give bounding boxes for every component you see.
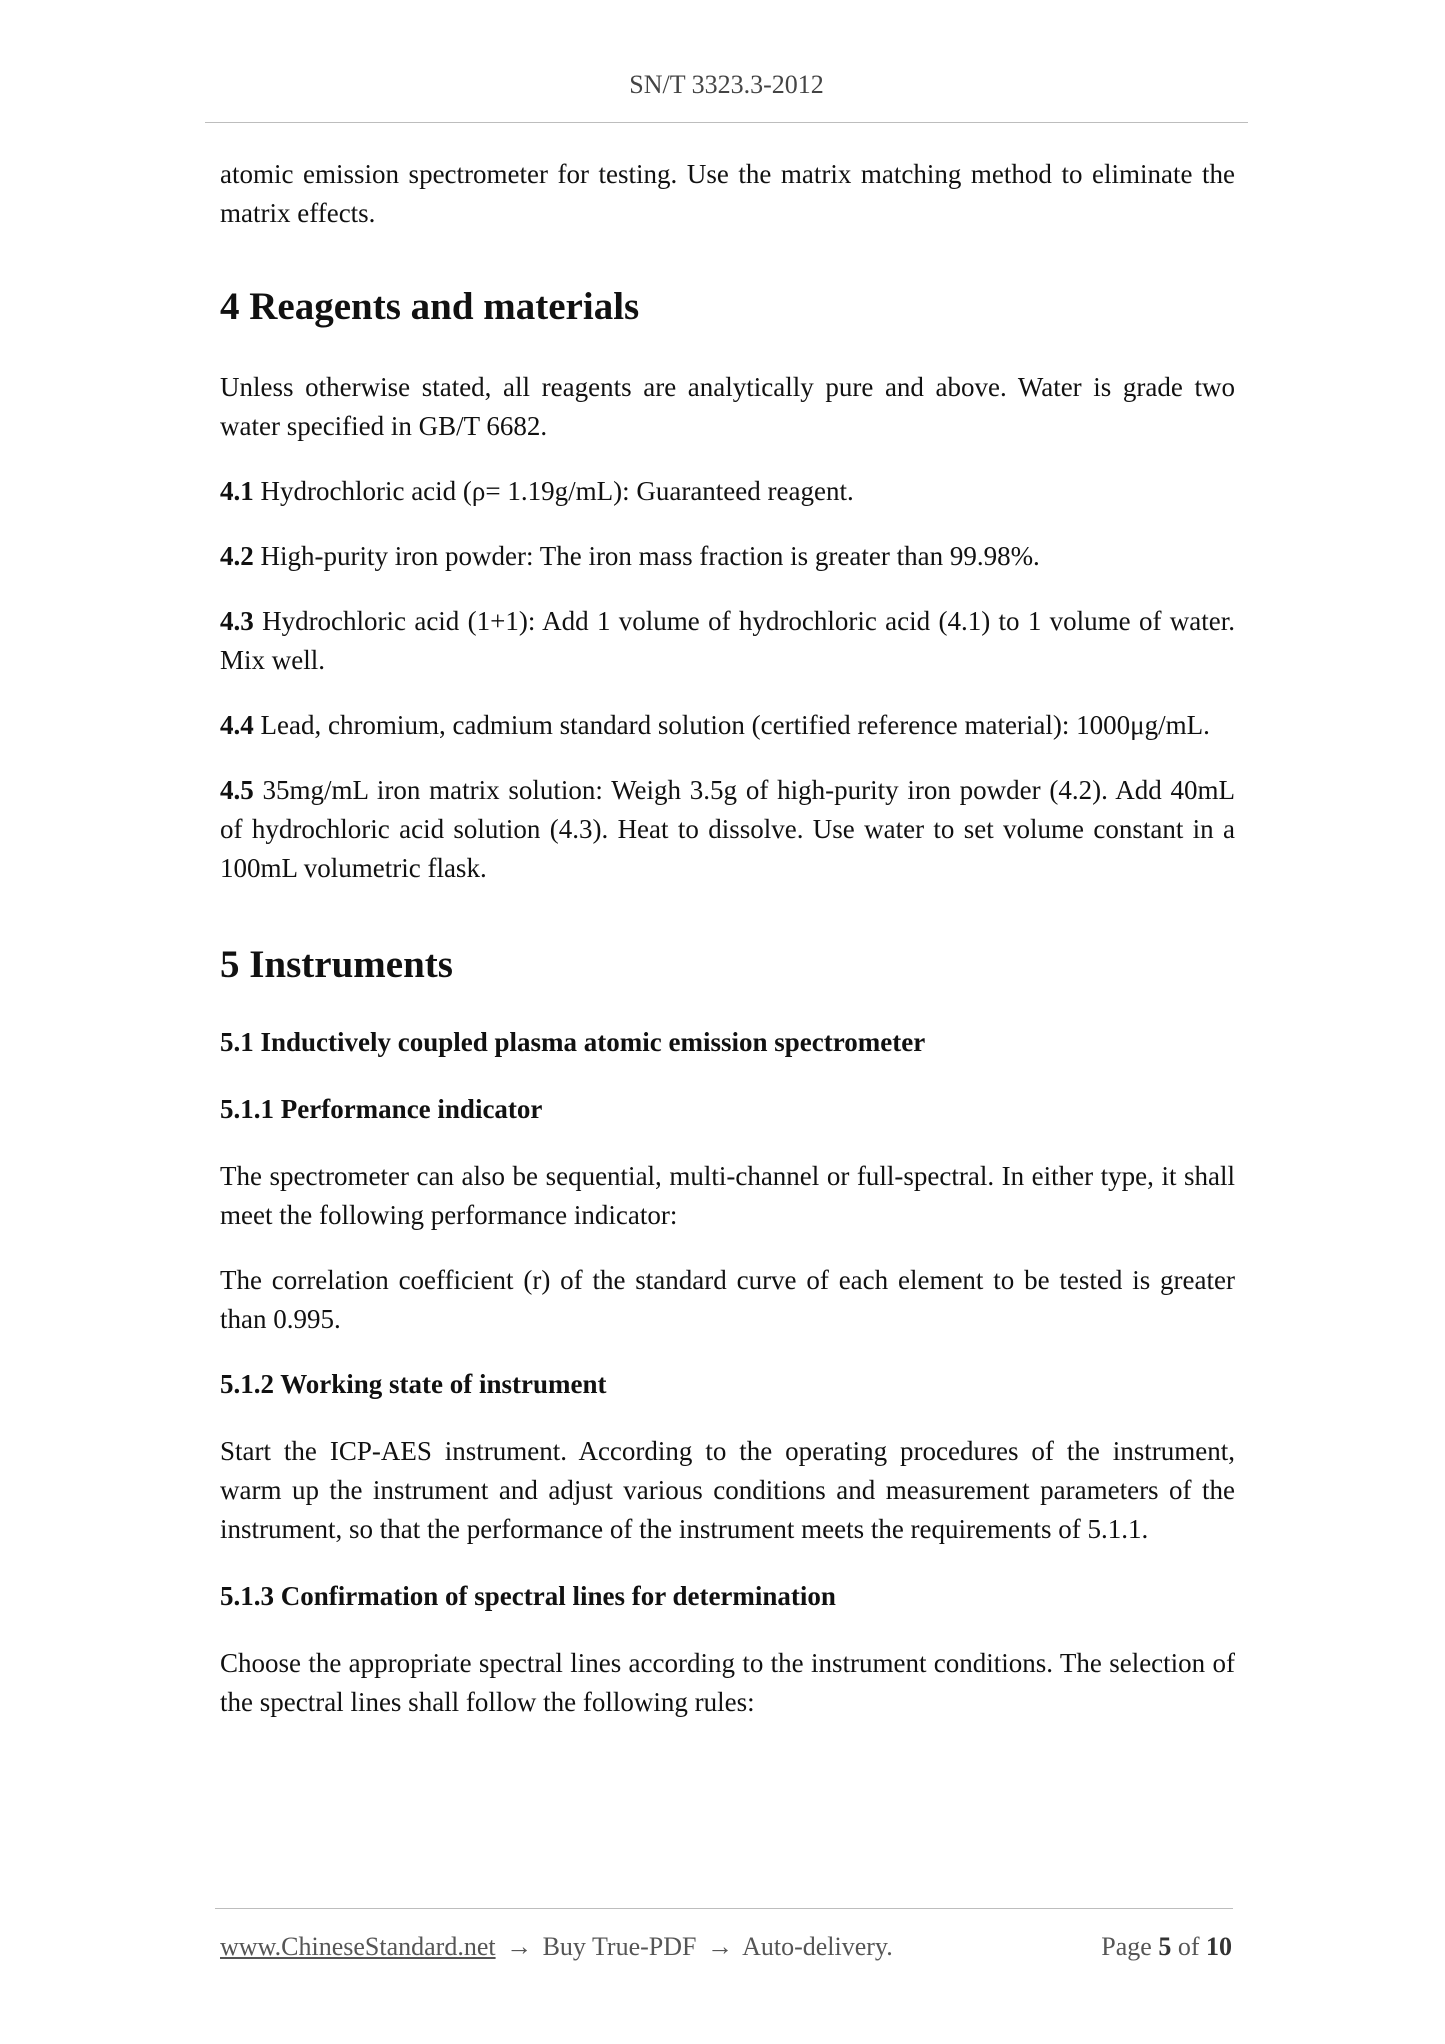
- item-number: 4.3: [220, 606, 254, 636]
- page-label: Page: [1101, 1932, 1152, 1961]
- item-text: High-purity iron powder: The iron mass fraction is greater than 99.98%.: [253, 541, 1040, 571]
- section-5-1-3-heading: 5.1.3 Confirmation of spectral lines for determination: [220, 1581, 836, 1611]
- intro-continued-paragraph: atomic emission spectrometer for testing. Use the matrix matching method to eliminate the matrix effects.: [220, 159, 1235, 228]
- page-footer: [220, 1929, 1232, 1965]
- page-header: SN/T 3323.3-2012: [629, 70, 824, 99]
- item-text: Hydrochloric acid (ρ= 1.19g/mL): Guaranteed reagent.: [253, 476, 854, 506]
- section-5-1-1-paragraph-2: The correlation coefficient (r) of the standard curve of each element to be tested is greater than 0.995.: [220, 1265, 1235, 1334]
- item-4-4: [220, 706, 1235, 745]
- item-4-1: [220, 472, 1235, 511]
- footer-divider: [215, 1908, 1233, 1909]
- item-number: 4.4: [220, 710, 254, 740]
- section-4-intro: Unless otherwise stated, all reagents are analytically pure and above. Water is grade two water specified in GB/T 6682.: [220, 372, 1235, 441]
- item-text: Hydrochloric acid (1+1): Add 1 volume of hydrochloric acid (4.1) to 1 volume of water. Mix well.: [220, 606, 1235, 675]
- page-content: [220, 155, 1235, 1722]
- section-5-1-1-paragraph-1: The spectrometer can also be sequential, multi-channel or full-spectral. In either type, it shall meet the following performance indicator:: [220, 1161, 1235, 1230]
- section-5-heading: 5 Instruments: [220, 943, 453, 986]
- page-indicator: [1101, 1929, 1232, 1965]
- website-link[interactable]: www.ChineseStandard.net: [220, 1932, 496, 1961]
- section-5-1-heading: 5.1 Inductively coupled plasma atomic emission spectrometer: [220, 1027, 926, 1057]
- item-number: 4.5: [220, 775, 254, 805]
- item-text: Lead, chromium, cadmium standard solution (certified reference material): 1000μg/mL.: [253, 710, 1210, 740]
- item-number: 4.2: [220, 541, 254, 571]
- total-pages-number: 10: [1206, 1932, 1232, 1961]
- item-4-3: [220, 602, 1235, 680]
- section-4-heading: 4 Reagents and materials: [220, 285, 640, 328]
- arrow-right-icon: →: [506, 1932, 533, 1961]
- item-text: 35mg/mL iron matrix solution: Weigh 3.5g of high-purity iron powder (4.2). Add 40mL of hydrochloric acid solution (4.3). Heat to dissolve. Use water to set volume constant in a 100mL volumetric flask.: [220, 775, 1235, 883]
- item-4-2: [220, 537, 1235, 576]
- header-divider: [205, 122, 1248, 123]
- buy-true-pdf-text: Buy True-PDF: [542, 1932, 697, 1961]
- section-5-1-1-heading: 5.1.1 Performance indicator: [220, 1094, 543, 1124]
- item-4-5: [220, 771, 1235, 888]
- section-5-1-2-heading: 5.1.2 Working state of instrument: [220, 1369, 607, 1399]
- section-5-1-2-paragraph: Start the ICP-AES instrument. According to the operating procedures of the instrument, warm up the instrument and adjust various conditions and measurement parameters of the instrument, so that the performance of the instrument meets the requirements of 5.1.1.: [220, 1436, 1235, 1544]
- item-number: 4.1: [220, 476, 254, 506]
- arrow-right-icon: →: [707, 1932, 733, 1961]
- auto-delivery-text: Auto-delivery.: [742, 1932, 893, 1961]
- section-5-1-3-paragraph: Choose the appropriate spectral lines according to the instrument conditions. The selection of the spectral lines shall follow the following rules:: [220, 1648, 1235, 1717]
- current-page-number: 5: [1158, 1932, 1172, 1961]
- of-label: of: [1177, 1932, 1200, 1961]
